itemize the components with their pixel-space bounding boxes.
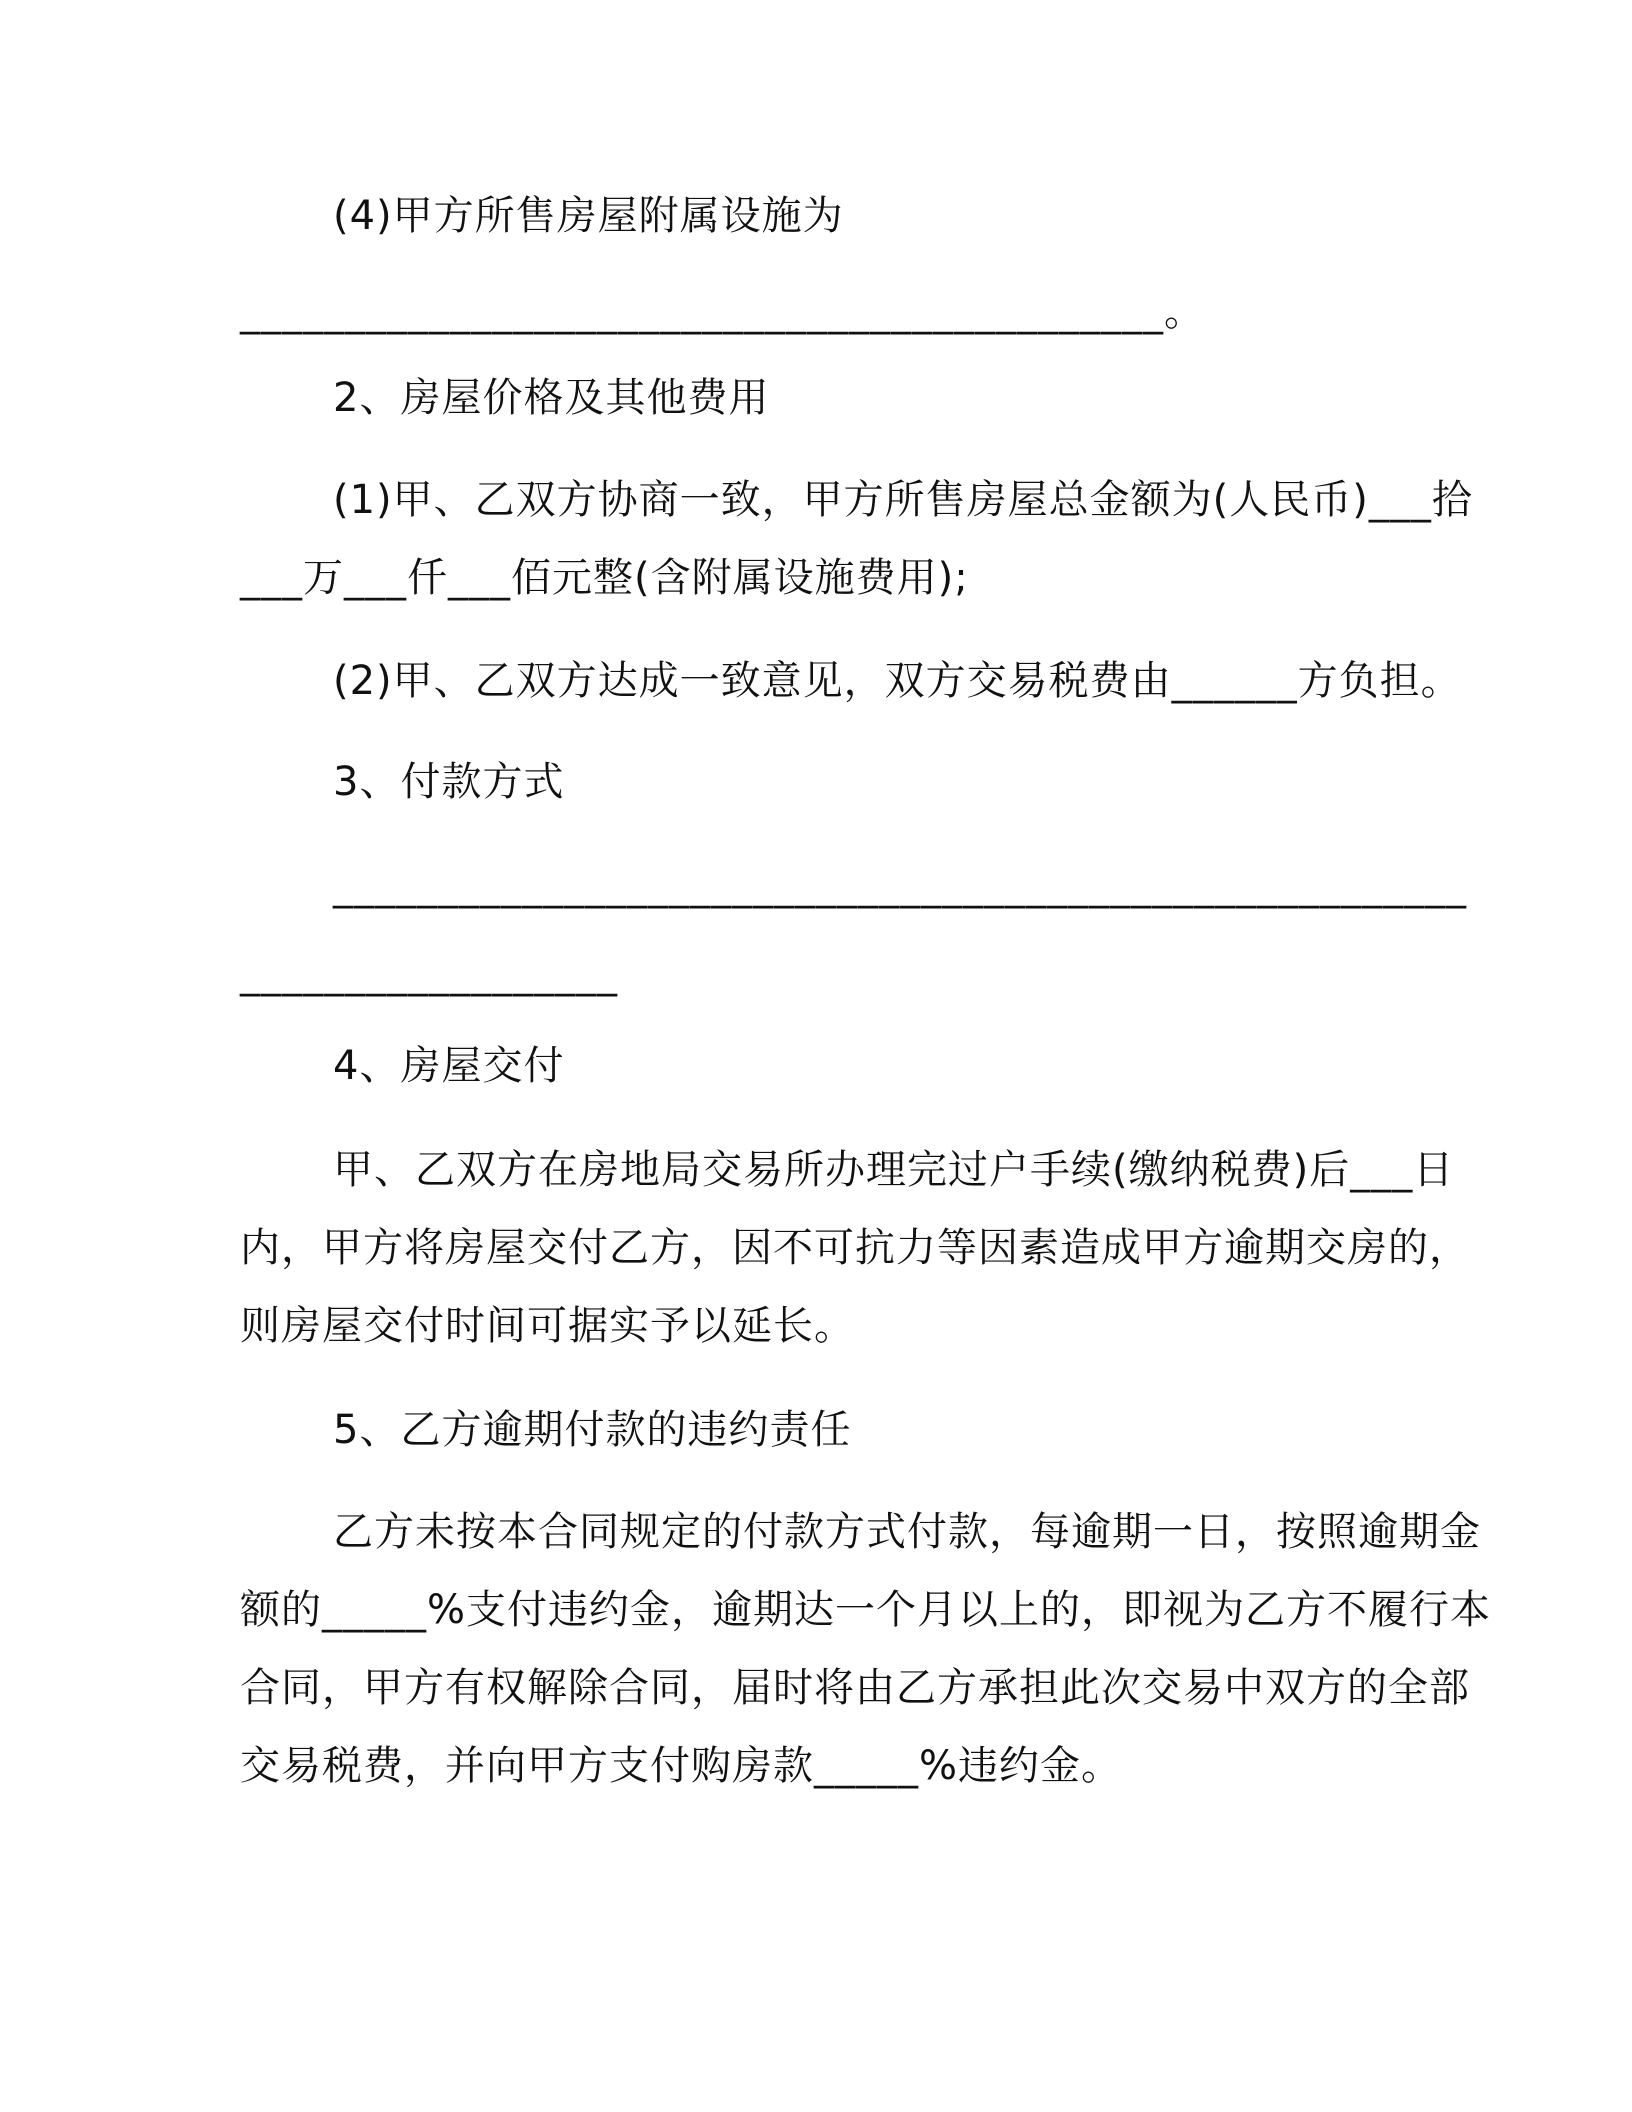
facilities-blank-line: ____________________________________________。 <box>240 289 1205 335</box>
section-4-heading: 4、房屋交付 <box>333 1043 565 1089</box>
item-1-price-line-1: (1)甲、乙双方协商一致，甲方所售房屋总金额为(人民币)___拾 <box>333 477 1473 523</box>
section-5-heading: 5、乙方逾期付款的违约责任 <box>333 1407 852 1453</box>
item-4-facilities: (4)甲方所售房屋附属设施为 <box>333 193 844 239</box>
breach-paragraph-line-3: 合同，甲方有权解除合同，届时将由乙方承担此次交易中双方的全部 <box>240 1665 1470 1711</box>
breach-paragraph-line-1: 乙方未按本合同规定的付款方式付款，每逾期一日，按照逾期金 <box>333 1509 1481 1555</box>
delivery-paragraph-line-3: 则房屋交付时间可据实予以延长。 <box>240 1303 855 1349</box>
delivery-paragraph-line-1: 甲、乙双方在房地局交易所办理完过户手续(缴纳税费)后___日 <box>333 1147 1455 1193</box>
payment-blank-line-2: __________________ <box>240 951 618 997</box>
breach-paragraph-line-4: 交易税费，并向甲方支付购房款_____%违约金。 <box>240 1743 1123 1789</box>
payment-blank-line-1: ______________________________________________________ <box>333 863 1467 909</box>
section-2-heading: 2、房屋价格及其他费用 <box>333 375 770 421</box>
item-2-tax: (2)甲、乙双方达成一致意见，双方交易税费由______方负担。 <box>333 658 1462 704</box>
section-3-heading: 3、付款方式 <box>333 759 565 805</box>
item-1-price-line-2: ___万___仟___佰元整(含附属设施费用); <box>240 555 969 601</box>
breach-paragraph-line-2: 额的_____%支付违约金，逾期达一个月以上的，即视为乙方不履行本 <box>240 1587 1492 1633</box>
delivery-paragraph-line-2: 内，甲方将房屋交付乙方，因不可抗力等因素造成甲方逾期交房的， <box>240 1225 1470 1271</box>
